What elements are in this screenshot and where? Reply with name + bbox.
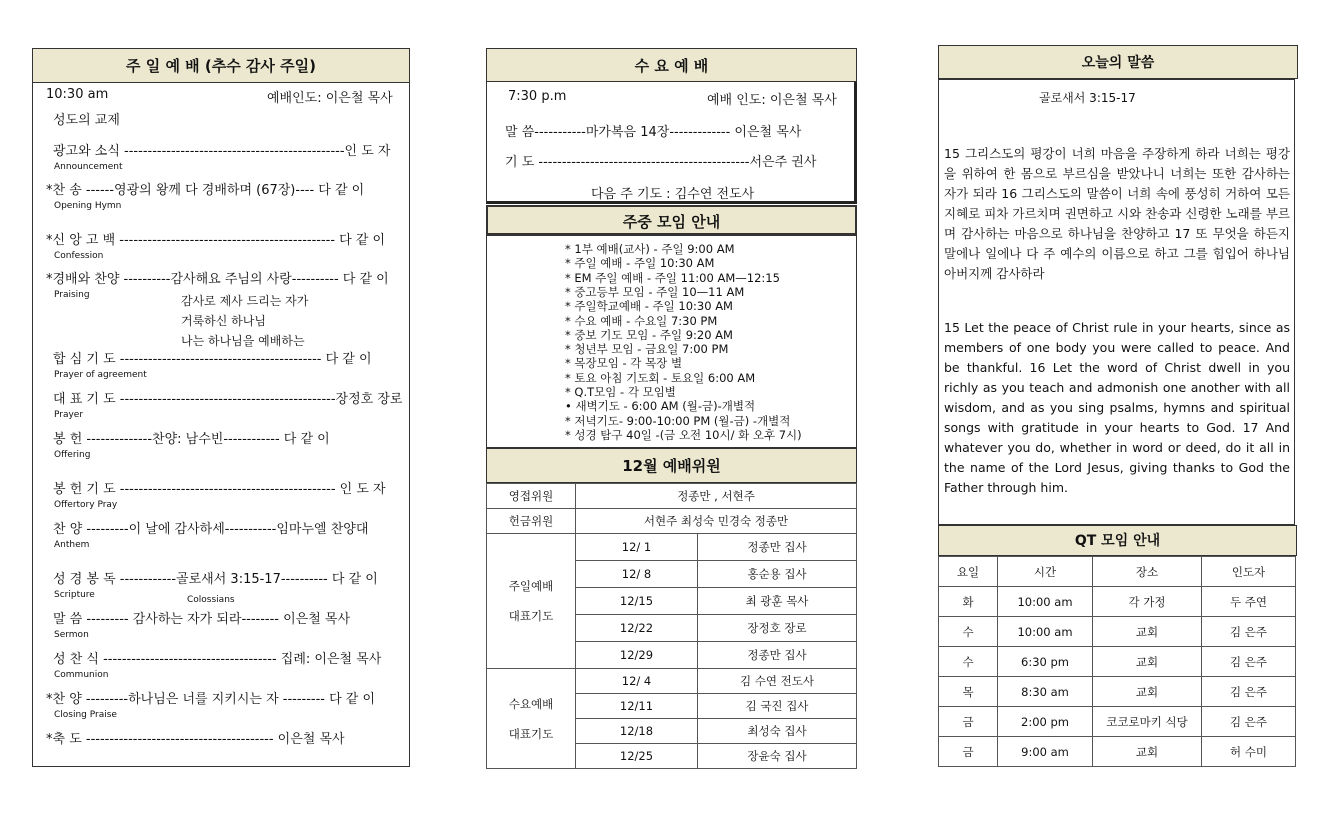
december-committee-header: 12월 예배위원 — [486, 448, 857, 483]
sunday-order-item-english: Offertory Pray — [54, 500, 118, 510]
weekly-meeting-item: * 주일 예배 - 주일 10:30 AM — [565, 256, 715, 271]
wednesday-prayer-name: 김 수연 전도사 — [698, 669, 857, 694]
sunday-prayer-name: 장정호 장로 — [698, 615, 857, 642]
sunday-prayer-label — [487, 534, 576, 669]
qt-row — [939, 737, 1296, 767]
sunday-date: 12/29 — [576, 642, 698, 669]
weekly-meeting-item: * 주일학교예배 - 주일 10:30 AM — [565, 299, 733, 314]
sunday-order-item: 봉 헌 --------------찬양: 남수빈------------ 다 같 이 — [53, 432, 330, 447]
sunday-order-item: 광고와 소식 -----------------------------------------------인 도 자 — [53, 144, 391, 159]
weekly-meeting-item: * 수요 예배 - 수요일 7:30 PM — [565, 313, 718, 328]
weekly-meeting-item: * 중보 기도 모임 - 주일 9:20 AM — [565, 327, 733, 342]
sunday-order-item-english: Prayer of agreement — [54, 370, 147, 380]
qt-time: 10:00 am — [998, 617, 1093, 647]
qt-day: 금 — [939, 707, 998, 737]
sunday-order-item-english: Sermon — [54, 630, 89, 640]
qt-day: 수 — [939, 647, 998, 677]
sunday-prayer-label-2: 대표기도 — [508, 609, 554, 623]
sunday-time: 10:30 am — [46, 87, 109, 102]
praise-song-3: 거룩하신 하나님 — [181, 314, 266, 328]
sunday-prayer-name: 홍순용 집사 — [698, 561, 857, 588]
wednesday-prayer-label-1: 수요예배 — [508, 696, 554, 711]
qt-col-time: 시간 — [998, 557, 1093, 587]
sunday-prayer-label-1: 주일예배 — [508, 579, 554, 593]
praise-song-2: 감사로 제사 드리는 자가 — [181, 294, 309, 308]
weekly-meetings-header: 주중 모임 안내 — [486, 205, 857, 235]
qt-time: 9:00 am — [998, 737, 1093, 767]
weekly-meeting-item: * 중고등부 모임 - 주일 10—11 AM — [565, 284, 745, 299]
qt-row — [939, 617, 1296, 647]
sunday-order-item-english: Communion — [54, 670, 109, 680]
weekly-meeting-item: * 목장모임 - 각 목장 별 — [565, 356, 683, 371]
qt-row — [939, 587, 1296, 617]
sunday-order-item: 대 표 기 도 ----------------------------------------------장정호 장로 — [53, 392, 403, 407]
offering-label: 헌금위원 — [487, 509, 576, 534]
wednesday-date: 12/11 — [576, 694, 698, 719]
weekly-meeting-item: • 새벽기도 - 6:00 AM (월-금)-개별적 — [565, 399, 756, 414]
offering-names: 서현주 최성숙 민경숙 정종만 — [576, 509, 857, 534]
sunday-date: 12/ 8 — [576, 561, 698, 588]
scripture-reference: 골로새서 3:15-17 — [1039, 91, 1136, 105]
sunday-service-panel — [32, 48, 410, 767]
qt-time: 2:00 pm — [998, 707, 1093, 737]
sunday-order-item: 찬 양 ---------이 날에 감사하세-----------임마누엘 찬양대 — [53, 522, 369, 537]
scripture-korean: 15 그리스도의 평강이 너희 마음을 주장하게 하라 너희는 평강을 위하여 한 몸으로 부르심을 받았나니 너희는 또한 감사하는 자가 되라 16 그리스도의 말씀이 너희 속에 풍성히 거하여 모든 지혜로 피차 가르치며 권면하고 시와 찬송과 신령한 노래를 부르며 감사하는 마음으로 하나님을 찬양하고 17 또 무엇을 하든지 말에나 일에나 다 주 예수의 이름으로 하고 그를 힘입어 하나님 아버지께 감사하라 — [944, 146, 1290, 281]
weekly-meeting-item: * EM 주일 예배 - 주일 11:00 AM—12:15 — [565, 270, 780, 285]
qt-day: 목 — [939, 677, 998, 707]
qt-place: 교회 — [1093, 737, 1202, 767]
qt-day: 화 — [939, 587, 998, 617]
scripture-book-english: Colossians — [187, 595, 235, 605]
wednesday-date: 12/25 — [576, 744, 698, 769]
qt-meetings-table — [938, 556, 1296, 767]
sunday-date: 12/ 1 — [576, 534, 698, 561]
qt-day: 수 — [939, 617, 998, 647]
qt-row — [939, 677, 1296, 707]
sunday-intro: 성도의 교제 — [53, 113, 120, 128]
qt-place: 코코로마키 식당 — [1093, 707, 1202, 737]
sunday-order-item-english: Prayer — [54, 410, 84, 420]
wednesday-time: 7:30 p.m — [508, 89, 567, 104]
sunday-order-item: 성 경 봉 독 ------------골로새서 3:15-17---------- 다 같 이 — [53, 572, 378, 587]
qt-leader: 허 수미 — [1202, 737, 1296, 767]
wednesday-prayer: 기 도 ---------------------------------------------서은주 권사 — [505, 155, 817, 170]
qt-col-place: 장소 — [1093, 557, 1202, 587]
sunday-order-item: *찬 송 ------영광의 왕께 다 경배하며 (67장)---- 다 같 이 — [46, 183, 365, 198]
weekly-meeting-item: * Q.T모임 - 각 모임별 — [565, 385, 676, 399]
praise-song-4: 나는 하나님을 예배하는 — [181, 334, 305, 348]
wednesday-date: 12/ 4 — [576, 669, 698, 694]
sunday-order-item-english: Opening Hymn — [54, 201, 122, 211]
sunday-date: 12/22 — [576, 615, 698, 642]
wednesday-prayer-name: 장윤숙 집사 — [698, 744, 857, 769]
sunday-leader: 예배인도: 이은철 목사 — [267, 91, 393, 106]
qt-row — [939, 647, 1296, 677]
wednesday-service-header: 수 요 예 배 — [486, 48, 857, 82]
sunday-order-item-english: Offering — [54, 450, 91, 460]
wednesday-date: 12/18 — [576, 719, 698, 744]
qt-col-leader: 인도자 — [1202, 557, 1296, 587]
sunday-order-item: *찬 양 ---------하나님은 너를 지키시는 자 --------- 다 같 이 — [46, 692, 376, 707]
greeting-label: 영접위원 — [487, 484, 576, 509]
sunday-order-item: 말 씀 --------- 감사하는 자가 되라-------- 이은철 목사 — [53, 612, 351, 627]
sunday-order-item: 합 심 기 도 ------------------------------------------- 다 같 이 — [53, 352, 372, 367]
wednesday-prayer-label — [487, 669, 576, 769]
weekly-meeting-item: * 토요 아침 기도회 - 토요일 6:00 AM — [565, 370, 756, 385]
qt-col-day: 요일 — [939, 557, 998, 587]
weekly-meeting-item: * 1부 예배(교사) - 주일 9:00 AM — [565, 242, 735, 256]
wednesday-prayer-name: 최성숙 집사 — [698, 719, 857, 744]
wednesday-prayer-name: 김 국진 집사 — [698, 694, 857, 719]
sunday-order-item-english: Praising — [54, 290, 90, 300]
weekly-meeting-item: * 저녁기도- 9:00-10:00 PM (월-금) -개별적 — [565, 413, 791, 428]
sunday-order-item-english: Closing Praise — [54, 710, 117, 720]
wednesday-next-prayer: 다음 주 기도 : 김수연 전도사 — [591, 187, 755, 202]
qt-leader: 김 은주 — [1202, 677, 1296, 707]
sunday-order-item-english: Confession — [54, 251, 104, 261]
qt-leader: 두 주연 — [1202, 587, 1296, 617]
sunday-prayer-name: 최 광훈 목사 — [698, 588, 857, 615]
qt-leader: 김 은주 — [1202, 707, 1296, 737]
qt-meetings-header: QT 모임 안내 — [938, 525, 1297, 556]
todays-word-panel — [938, 79, 1295, 525]
weekly-meetings-panel — [486, 235, 857, 448]
sunday-prayer-name: 정종만 집사 — [698, 642, 857, 669]
weekly-meeting-item: * 성경 탐구 40일 -(금 오전 10시/ 화 오후 7시) — [565, 427, 802, 442]
qt-place: 교회 — [1093, 677, 1202, 707]
sunday-order-item-english: Announcement — [54, 162, 123, 172]
scripture-english: 15 Let the peace of Christ rule in your hearts, since as members of one body you were called to peace. And be thankful. 16 Let the word of Christ dwell in you richly as you teach and admonish one another with all wisdom, and as you sing psalms, hymns and spiritual songs with gratitude in your hearts to God. 17 And whatever you do, whether in word or deed, do it all in the name of the Lord Jesus, giving thanks to God the Father through him. — [944, 320, 1290, 495]
sunday-order-item-english: Scripture — [54, 590, 95, 600]
greeting-names: 정종만 , 서현주 — [576, 484, 857, 509]
todays-word-header: 오늘의 말씀 — [938, 45, 1298, 79]
sunday-order-item-english: Anthem — [54, 540, 90, 550]
sunday-order-item: 성 찬 식 ------------------------------------- 집례: 이은철 목사 — [53, 652, 382, 667]
sunday-order-item: 봉 헌 기 도 ---------------------------------------------- 인 도 자 — [53, 482, 386, 497]
qt-place: 각 가정 — [1093, 587, 1202, 617]
qt-row — [939, 707, 1296, 737]
wednesday-service-panel — [486, 48, 857, 204]
qt-time: 6:30 pm — [998, 647, 1093, 677]
sunday-order-item: *경배와 찬양 ----------감사해요 주님의 사랑---------- 다 같 이 — [46, 272, 389, 287]
wednesday-sermon: 말 씀-----------마가복음 14장------------- 이은철 목사 — [505, 125, 802, 140]
sunday-service-header: 주 일 예 배 (추수 감사 주일) — [32, 48, 410, 83]
qt-time: 10:00 am — [998, 587, 1093, 617]
wednesday-leader: 예배 인도: 이은철 목사 — [707, 93, 837, 108]
qt-day: 금 — [939, 737, 998, 767]
december-committee-table — [486, 483, 857, 769]
weekly-meeting-item: * 청년부 모임 - 금요일 7:00 PM — [565, 342, 729, 357]
qt-place: 교회 — [1093, 647, 1202, 677]
sunday-order-item: *신 앙 고 백 ---------------------------------------------- 다 같 이 — [46, 233, 386, 248]
wednesday-prayer-label-2: 대표기도 — [508, 726, 554, 741]
sunday-prayer-name: 정종만 집사 — [698, 534, 857, 561]
qt-place: 교회 — [1093, 617, 1202, 647]
sunday-date: 12/15 — [576, 588, 698, 615]
qt-leader: 김 은주 — [1202, 617, 1296, 647]
qt-time: 8:30 am — [998, 677, 1093, 707]
qt-leader: 김 은주 — [1202, 647, 1296, 677]
sunday-order-item: *축 도 ---------------------------------------- 이은철 목사 — [46, 732, 345, 747]
